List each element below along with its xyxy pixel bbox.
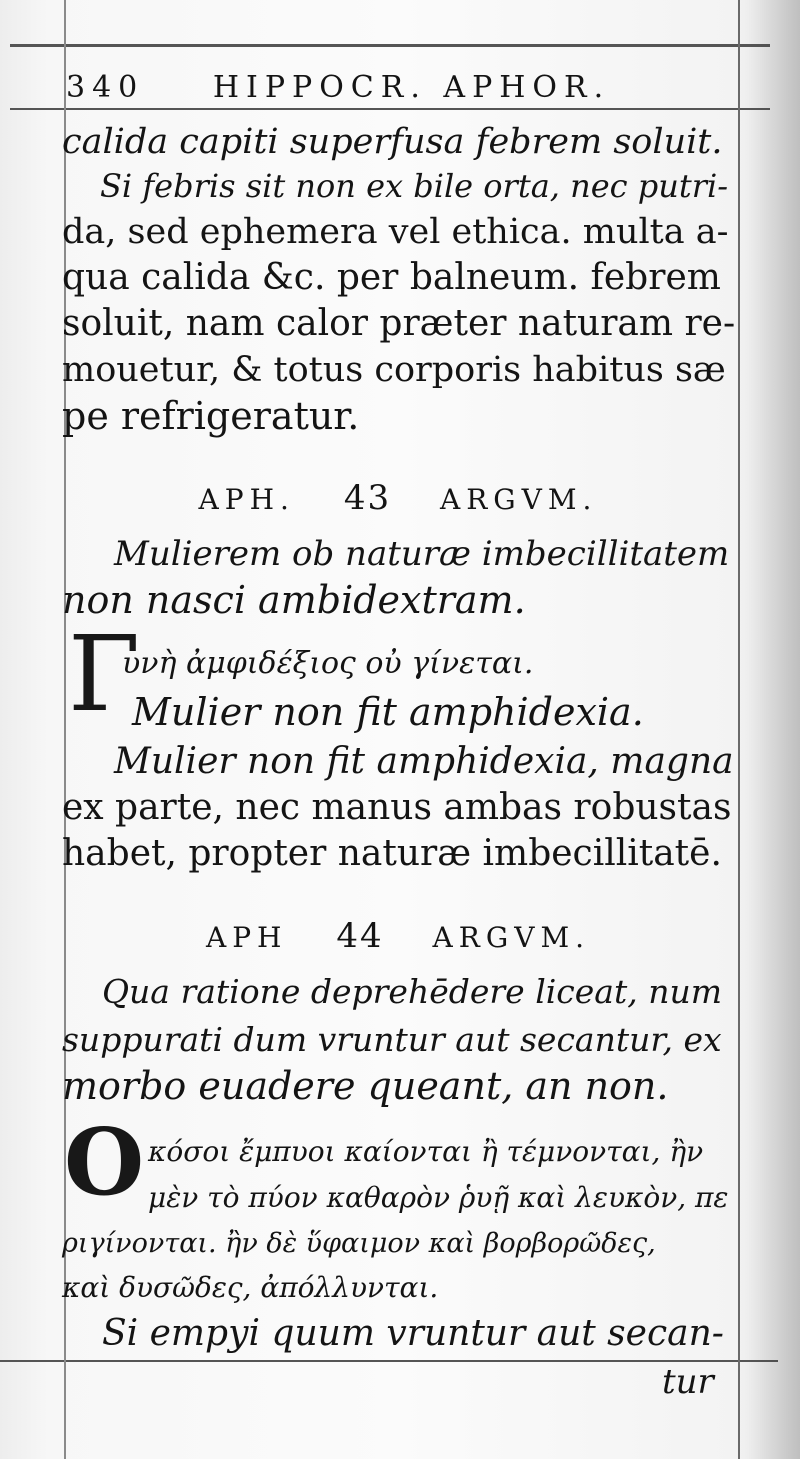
latin-aphorism: Mulier non fit amphidexia. (132, 690, 644, 734)
greek-aphorism: ριγίνονται. ἢν δὲ ὕφαιμον καὶ βορβορῶδες, (62, 1228, 656, 1259)
page-gutter-shadow (748, 0, 800, 1459)
text-line: mouetur, & totus corporis habitus sæ (62, 350, 726, 390)
aph-number: 44 (336, 916, 384, 956)
aph-label: APH (205, 921, 288, 954)
aph-number: 43 (343, 478, 392, 518)
argum-label: ARGVM. (440, 483, 598, 516)
running-title: HIPPOCR. APHOR. (212, 70, 611, 105)
text-block (62, 0, 734, 1459)
greek-aphorism: καὶ δυσῶδες, ἀπόλλυνται. (62, 1271, 439, 1304)
argument-line: suppurati dum vruntur aut secantur, ex (62, 1020, 722, 1059)
argument-line: Mulierem ob naturæ imbecillitatem (114, 534, 730, 574)
aph-43-heading (62, 476, 734, 522)
commentary-line: habet, propter naturæ imbecillitatē. (62, 833, 722, 874)
drop-capital: Γ (68, 613, 141, 735)
text-line: da, sed ephemera vel ethica. multa a- (62, 212, 729, 252)
greek-aphorism: μὲν τὸ πύον καθαρὸν ῥυῇ καὶ λευκὸν, πε (148, 1181, 729, 1214)
greek-aphorism: υνὴ ἀμφιδέξιος οὐ γίνεται. (122, 646, 534, 681)
argument-line: morbo euadere queant, an non. (62, 1064, 669, 1108)
catchword: tur (662, 1362, 714, 1402)
drop-capital: O (64, 1108, 145, 1216)
latin-aphorism: Si empyi quum vruntur aut secan- (102, 1313, 724, 1354)
text-line: calida capiti superfusa febrem soluit. (62, 122, 723, 162)
greek-aphorism: κόσοι ἔμπυοι καίονται ἢ τέμνονται, ἢν (148, 1135, 704, 1168)
page-number: 340 (66, 70, 145, 105)
aph-label: APH. (198, 483, 295, 516)
text-line: soluit, nam calor præter naturam re- (62, 303, 736, 344)
text-line: Si febris sit non ex bile orta, nec putri- (100, 167, 729, 205)
running-header (66, 66, 738, 110)
argum-label: ARGVM. (432, 921, 591, 954)
right-margin-rule (738, 0, 740, 1459)
commentary-line: Mulier non fit amphidexia, magna (114, 741, 734, 782)
commentary-line: ex parte, nec manus ambas robustas (62, 787, 732, 828)
text-line: qua calida &c. per balneum. febrem (62, 257, 721, 298)
aph-44-heading (62, 914, 734, 960)
text-line: pe refrigeratur. (62, 394, 360, 438)
argument-line: Qua ratione deprehēdere liceat, num (102, 972, 723, 1011)
argument-line: non nasci ambidextram. (62, 578, 526, 622)
